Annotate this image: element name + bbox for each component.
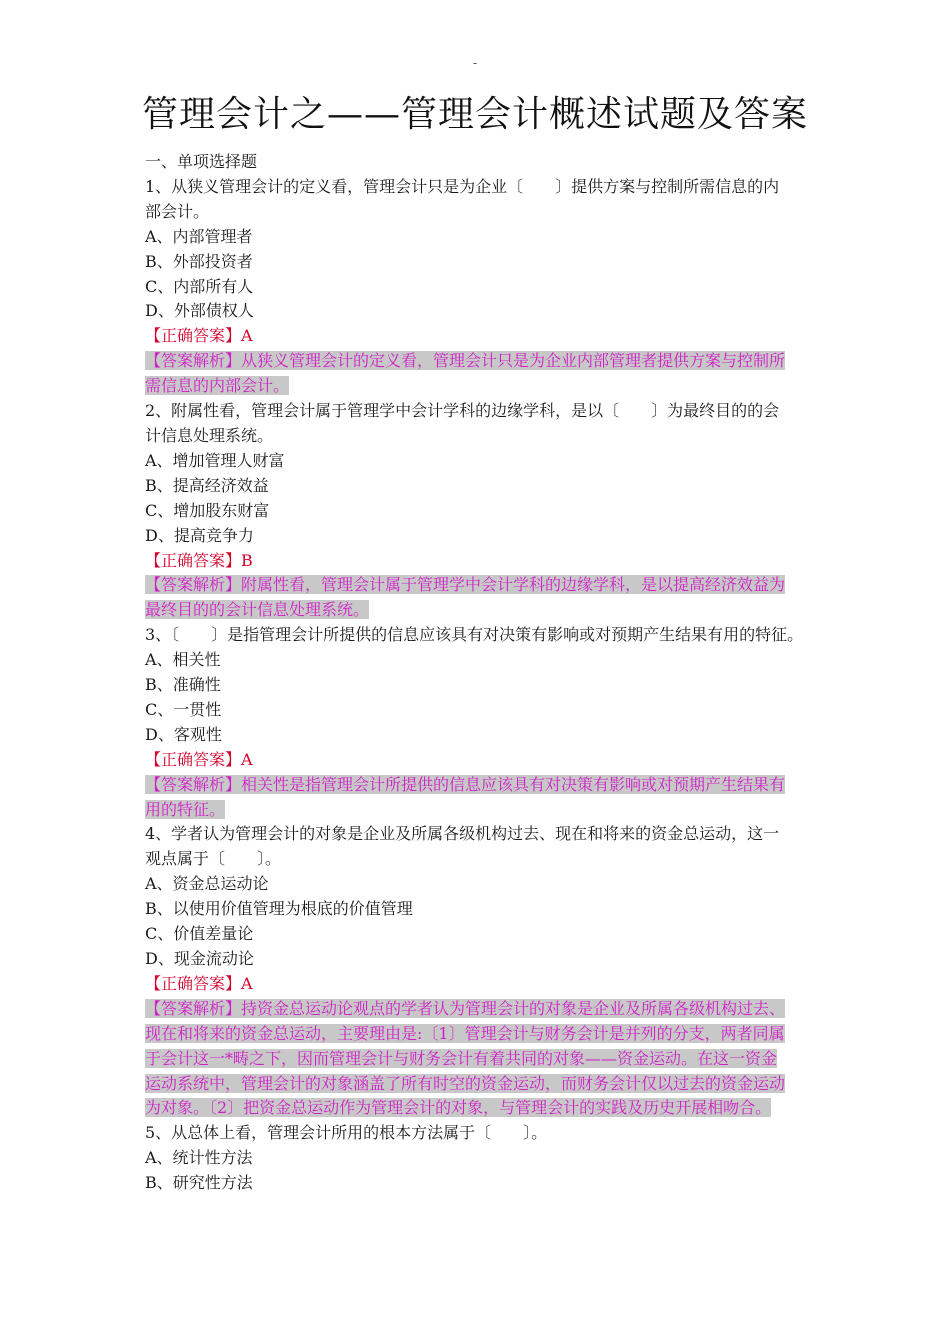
question-2 [145, 399, 810, 623]
question-4 [145, 822, 810, 1121]
option-d: D、客观性 [145, 724, 222, 744]
option-c: C、内部所有人 [145, 276, 254, 296]
correct-answer: 【正确答案】A [145, 973, 253, 993]
option-a: A、相关性 [145, 650, 221, 670]
header-mark: - [472, 56, 478, 70]
analysis-line: 为对象。〔2〕把资金总运动作为管理会计的对象，与管理会计的实践及历史开展相吻合。 [145, 1098, 772, 1118]
correct-answer: 【正确答案】B [145, 550, 253, 570]
answer-analysis [145, 773, 810, 823]
question-stem-line: 计信息处理系统。 [145, 425, 274, 445]
answer-analysis [145, 997, 810, 1122]
answer-analysis [145, 349, 810, 399]
analysis-line: 需信息的内部会计。 [145, 376, 290, 396]
answer-analysis [145, 573, 810, 623]
analysis-line: 【答案解析】从狭义管理会计的定义看，管理会计只是为企业内部管理者提供方案与控制所 [145, 351, 786, 371]
question-stem-line: 观点属于〔 〕。 [145, 849, 282, 869]
question-3 [145, 623, 810, 822]
document-title: 管理会计之——管理会计概述试题及答案 [141, 94, 808, 135]
analysis-line: 于会计这一*畴之下，因而管理会计与财务会计有着共同的对象——资金运动。在这一资金 [145, 1048, 778, 1068]
analysis-line: 最终目的的会计信息处理系统。 [145, 600, 370, 620]
option-d: D、提高竞争力 [145, 525, 254, 545]
option-b: B、外部投资者 [145, 251, 253, 271]
option-d: D、现金流动论 [145, 949, 254, 968]
analysis-line: 【答案解析】持资金总运动论观点的学者认为管理会计的对象是企业及所属各级机构过去、 [145, 998, 786, 1018]
option-a: A、增加管理人财富 [145, 450, 285, 470]
option-c: C、价值差量论 [145, 924, 254, 944]
option-d: D、外部债权人 [145, 301, 254, 321]
option-c: C、增加股东财富 [145, 500, 270, 520]
option-b: B、研究性方法 [145, 1173, 253, 1193]
option-a: A、资金总运动论 [145, 874, 269, 894]
question-stem-line: 3、〔 〕是指管理会计所提供的信息应该具有对决策有影响或对预期产生结果有用的特征。 [145, 625, 804, 645]
option-a: A、内部管理者 [145, 226, 253, 246]
section-heading: 一、单项选择题 [145, 152, 258, 171]
option-c: C、一贯性 [145, 699, 222, 719]
question-stem-line: 1、从狭义管理会计的定义看，管理会计只是为企业〔 〕提供方案与控制所需信息的内 [145, 176, 780, 196]
correct-answer: 【正确答案】A [145, 326, 253, 346]
option-b: B、准确性 [145, 675, 221, 695]
question-stem-line: 2、附属性看，管理会计属于管理学中会计学科的边缘学科，是以〔 〕为最终目的的会 [145, 401, 780, 421]
document-body [145, 150, 810, 1196]
analysis-line: 【答案解析】附属性看，管理会计属于管理学中会计学科的边缘学科，是以提高经济效益为 [145, 575, 786, 595]
question-stem-line: 5、从总体上看，管理会计所用的根本方法属于〔 〕。 [145, 1123, 548, 1143]
question-1 [145, 175, 810, 399]
option-b: B、提高经济效益 [145, 475, 269, 495]
question-stem-line: 部会计。 [145, 201, 210, 221]
question-5 [145, 1121, 810, 1196]
correct-answer: 【正确答案】A [145, 749, 253, 769]
option-a: A、统计性方法 [145, 1148, 253, 1168]
analysis-line: 运动系统中，管理会计的对象涵盖了所有时空的资金运动，而财务会计仅以过去的资金运动 [145, 1073, 786, 1093]
option-b: B、以使用价值管理为根底的价值管理 [145, 899, 413, 919]
analysis-line: 【答案解析】相关性是指管理会计所提供的信息应该具有对决策有影响或对预期产生结果有 [145, 774, 786, 794]
analysis-line: 用的特征。 [145, 799, 226, 819]
question-stem-line: 4、学者认为管理会计的对象是企业及所属各级机构过去、现在和将来的资金总运动，这一 [145, 824, 780, 844]
analysis-line: 现在和将来的资金总运动，主要理由是:〔1〕管理会计与财务会计是并列的分支，两者同属 [145, 1023, 785, 1043]
